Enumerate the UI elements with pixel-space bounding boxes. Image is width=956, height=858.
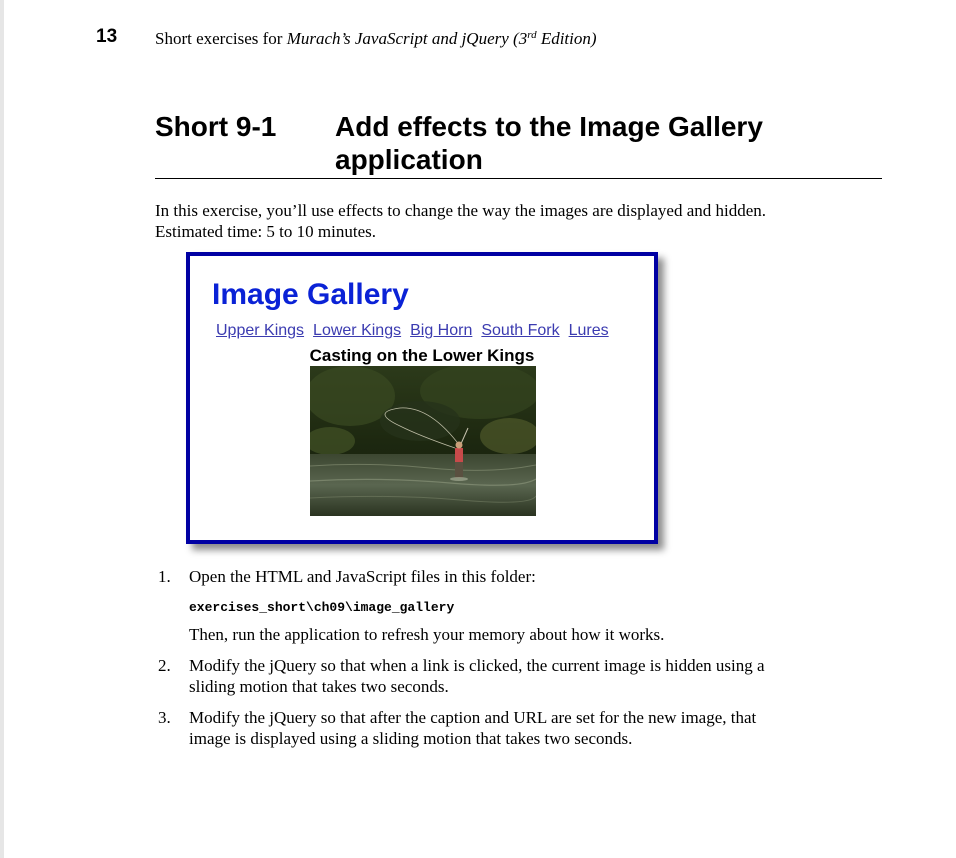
fly-fishing-photo <box>310 366 536 516</box>
book-title: Murach’s JavaScript and jQuery (3 <box>286 29 528 48</box>
step-followup: Then, run the application to refresh your memory about how it works. <box>189 625 665 644</box>
edition-superscript: rd <box>527 29 537 41</box>
step-number: 3. <box>158 708 171 727</box>
page-header <box>96 26 896 54</box>
exercise-steps <box>158 566 798 749</box>
step-number: 2. <box>158 656 171 675</box>
folder-path: exercises_short\ch09\image_gallery <box>189 600 455 615</box>
step-text: Open the HTML and JavaScript files in this folder: <box>189 567 536 586</box>
page-number: 13 <box>96 26 118 47</box>
gallery-link-south-fork[interactable]: South Fork <box>481 322 560 339</box>
gallery-caption: Casting on the Lower Kings <box>309 346 535 365</box>
gallery-link-big-horn[interactable]: Big Horn <box>410 322 473 339</box>
exercise-title: Add effects to the Image Gallery application <box>335 111 763 175</box>
gallery-link-lures[interactable]: Lures <box>568 322 609 339</box>
step-2 <box>158 655 798 697</box>
heading-divider <box>155 178 882 179</box>
exercise-intro: In this exercise, you’ll use effects to change the way the images are displayed and hidden. Estimated time: 5 to 10 minutes. <box>155 201 767 241</box>
gallery-link-lower-kings[interactable]: Lower Kings <box>313 322 402 339</box>
gallery-link-upper-kings[interactable]: Upper Kings <box>216 322 305 339</box>
step-text: Modify the jQuery so that after the caption and URL are set for the new image, that image is displayed using a sliding motion that takes two seconds. <box>189 708 757 748</box>
gallery-photo <box>310 366 536 516</box>
exercise-number: Short 9-1 <box>155 111 277 142</box>
running-title <box>155 29 597 49</box>
image-gallery-screenshot <box>186 252 658 544</box>
step-1 <box>158 566 798 645</box>
step-number: 1. <box>158 567 171 586</box>
book-title-suffix: Edition) <box>536 29 597 48</box>
gallery-links <box>216 322 618 340</box>
step-text: Modify the jQuery so that when a link is clicked, the current image is hidden using a sliding motion that takes two seconds. <box>189 656 765 696</box>
gallery-title: Image Gallery <box>212 278 409 311</box>
running-title-prefix: Short exercises for <box>155 29 287 48</box>
step-3 <box>158 707 798 749</box>
